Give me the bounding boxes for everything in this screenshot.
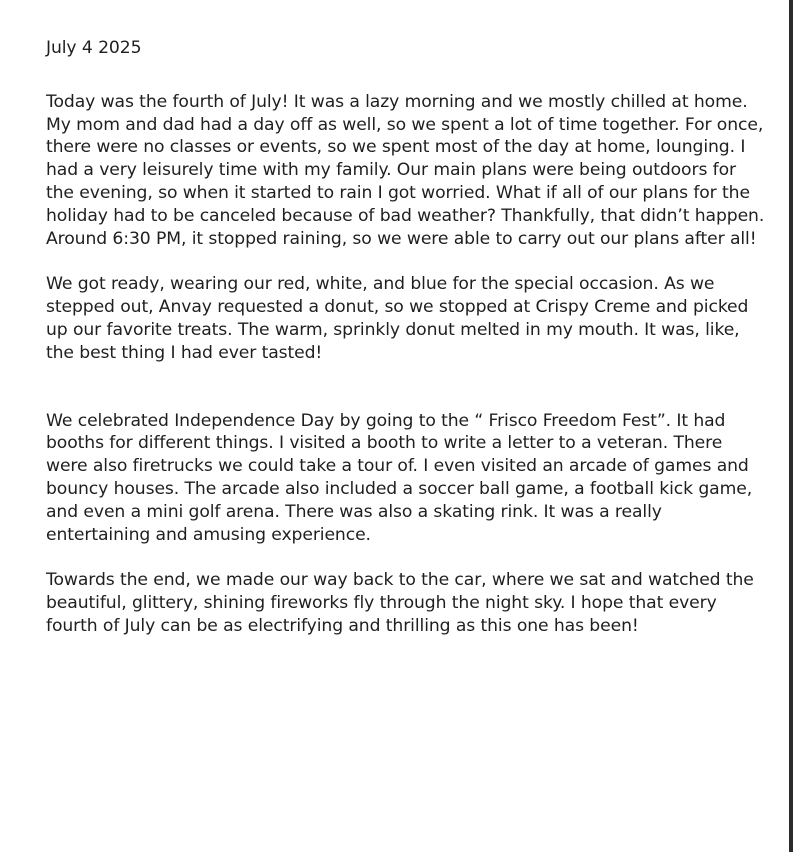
paragraph-morning: Today was the fourth of July! It was a lazy morning and we mostly chilled at home. My mom and dad had a day off as well, so we spent a lot of time together. For once, there were no classes or events, so we spent most of the day at home, lounging. I had a very leisurely time with my family. Our main plans were being outdoors for the evening, so when it started to rain I got worried. What if all of our plans for the holiday had to be canceled because of bad weather? Thankfully, that didn’t happen. Around 6:30 PM, it stopped raining, so we were able to carry out our plans after all! [46,91,765,249]
window-edge [789,0,793,852]
paragraph-fireworks: Towards the end, we made our way back to the car, where we sat and watched the beautiful, glittery, shining fireworks fly through the night sky. I hope that every fourth of July can be as electrifying and thrilling as this one has been! [46,570,754,636]
paragraph-festival: We celebrated Independence Day by going to the “ Frisco Freedom Fest”. It had booths for different things. I visited a booth to write a letter to a veteran. There were also firetrucks we could take a tour of. I even visited an arcade of games and bouncy houses. The arcade also included a soccer ball game, a football kick game, and even a mini golf arena. There was also a skating rink. It was a really entertaining and amusing experience. [46,410,753,545]
entry-date: July 4 2025 [46,38,142,58]
paragraph-donut: We got ready, wearing our red, white, and blue for the special occasion. As we stepped out, Anvay requested a donut, so we stopped at Crispy Creme and picked up our favorite treats. The warm, sprinkly donut melted in my mouth. It was, like, the best thing I had ever tasted! [46,274,749,363]
journal-entry [46,37,766,638]
